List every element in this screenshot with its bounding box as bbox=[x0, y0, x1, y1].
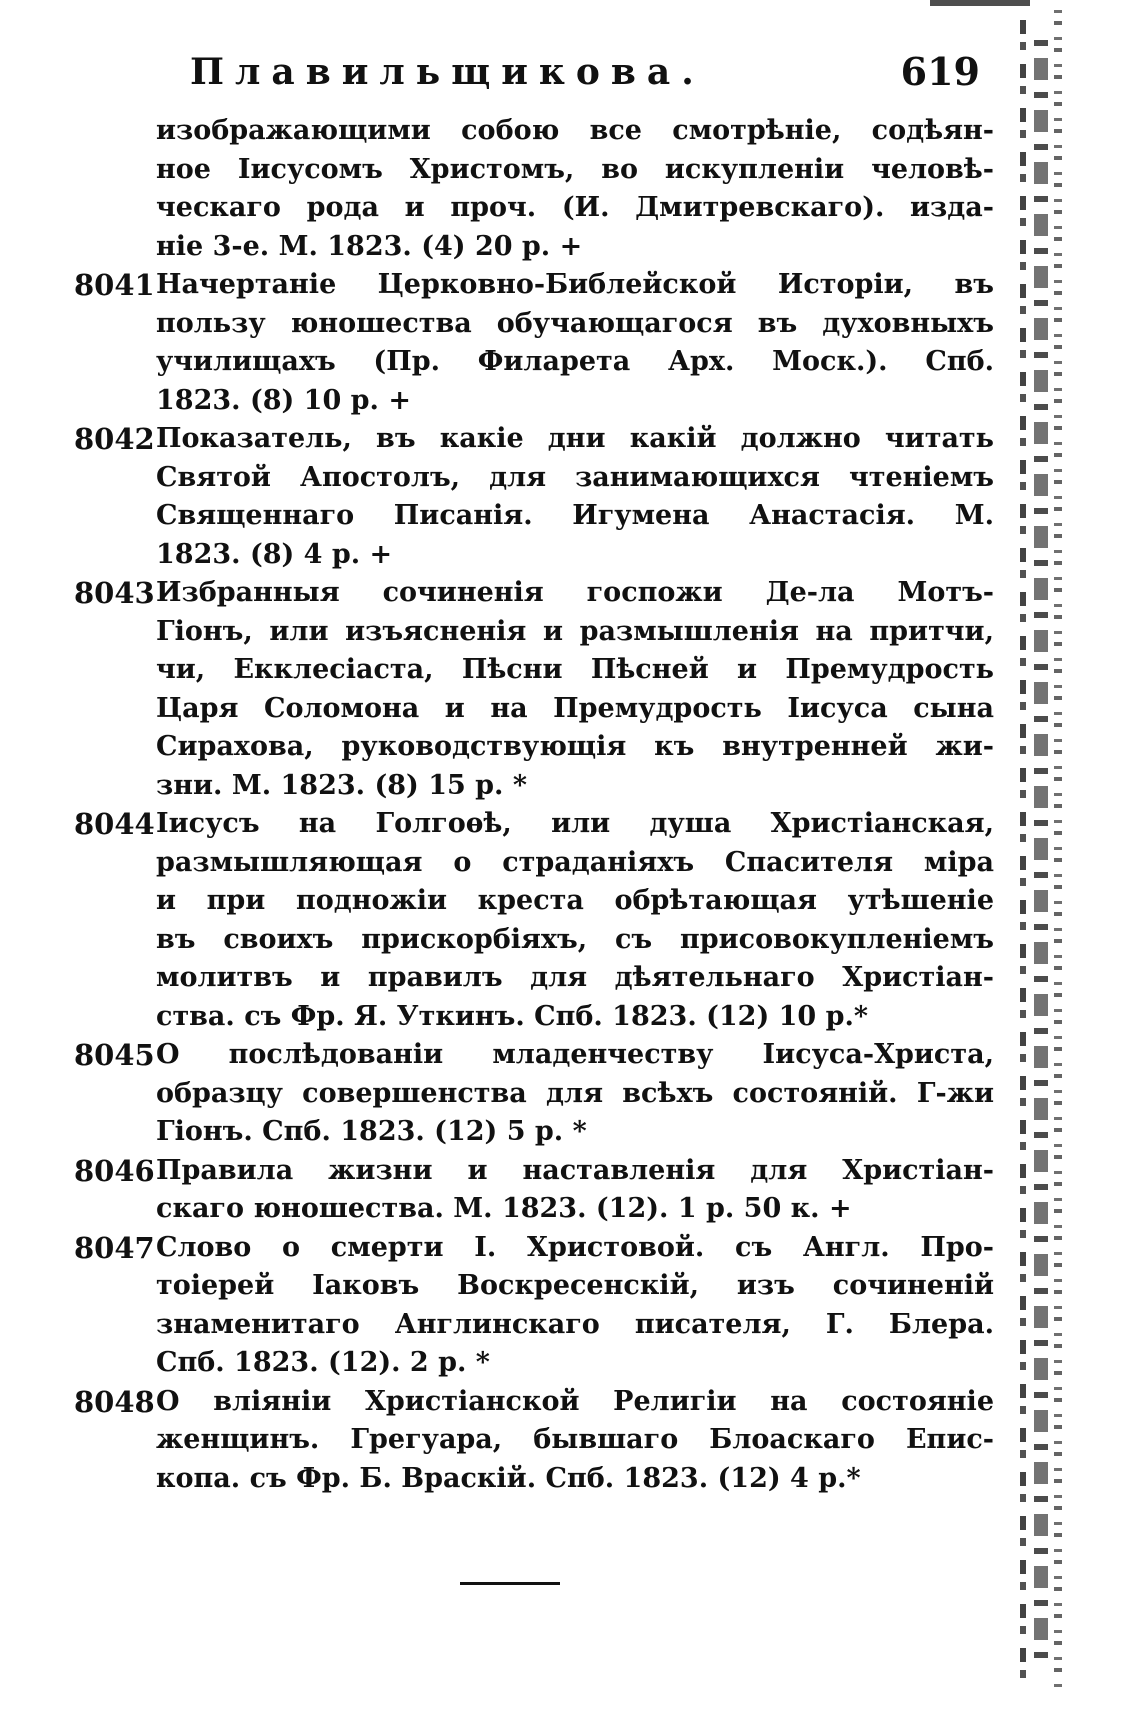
catalog-entry bbox=[74, 574, 994, 805]
page-edge-shadow bbox=[1034, 40, 1048, 1660]
entry-line: Показатель, въ какіе дни какій должно читать bbox=[156, 423, 994, 454]
entry-line: копа. съ Фр. Б. Враскій. Спб. 1823. (12) 4 р.* bbox=[156, 1462, 861, 1494]
end-rule bbox=[460, 1582, 560, 1585]
entry-line: скаго юношества. М. 1823. (12). 1 р. 50 к. + bbox=[156, 1193, 852, 1224]
entry-line: Гіонъ. Спб. 1823. (12) 5 р. * bbox=[156, 1116, 587, 1147]
entry-line: пользу юношества обучающагося въ духовныхъ bbox=[156, 307, 994, 339]
page-edge-shadow-top bbox=[930, 0, 1030, 6]
entry-line: О вліяніи Христіанской Религіи на состояніе bbox=[156, 1385, 994, 1417]
entry-line: тоіерей Іаковъ Воскресенскій, изъ сочиненій bbox=[156, 1270, 994, 1301]
entry-line: 1823. (8) 4 р. + bbox=[156, 538, 393, 570]
entry-number: 8041 bbox=[74, 268, 155, 302]
entry-line: Святой Апостолъ, для занимающихся чтеніемъ bbox=[156, 461, 994, 493]
entry-line: изображающими собою все смотрѣніе, содѣян- bbox=[156, 115, 994, 146]
entry-line: Гіонъ, или изъясненія и размышленія на притчи, bbox=[156, 615, 994, 647]
entry-number: 8044 bbox=[74, 807, 155, 841]
running-header bbox=[190, 42, 980, 102]
entry-number: 8047 bbox=[74, 1230, 155, 1265]
entry-line: О послѣдованіи младенчеству Іисуса-Христа, bbox=[156, 1039, 994, 1070]
entry-line: Священнаго Писанія. Игумена Анастасія. М. bbox=[156, 500, 994, 531]
entry-number: 8048 bbox=[74, 1384, 155, 1419]
entry-line: училищахъ (Пр. Филарета Арх. Моск.). Спб. bbox=[156, 346, 994, 377]
entry-line: зни. М. 1823. (8) 15 р. * bbox=[156, 769, 527, 801]
entry-line: и при подножіи креста обрѣтающая утѣшеніе bbox=[156, 885, 994, 916]
entry-number: 8045 bbox=[74, 1038, 155, 1072]
entry-number: 8046 bbox=[74, 1153, 155, 1188]
catalog-entry bbox=[74, 1383, 994, 1499]
entry-line: Царя Соломона и на Премудрость Іисуса сына bbox=[156, 692, 994, 724]
catalog-entry bbox=[74, 420, 994, 574]
page-edge-shadow bbox=[1054, 10, 1062, 1690]
entry-line: ческаго рода и проч. (И. Дмитревскаго). изда- bbox=[156, 192, 994, 223]
entry-line: Избранныя сочиненія госпожи Де-ла Мотъ- bbox=[156, 577, 994, 608]
entry-line: знаменитаго Англинскаго писателя, Г. Блера. bbox=[156, 1308, 994, 1340]
entry-number: 8042 bbox=[74, 422, 155, 456]
catalog-entry bbox=[74, 112, 994, 266]
entry-line: 1823. (8) 10 р. + bbox=[156, 384, 411, 416]
catalog-entries bbox=[74, 112, 994, 1498]
entry-line: ное Іисусомъ Христомъ, во искупленіи человѣ- bbox=[156, 153, 994, 185]
page-number: 619 bbox=[900, 49, 980, 94]
entry-line: Начертаніе Церковно-Библейской Исторіи, въ bbox=[156, 269, 994, 300]
entry-number: 8043 bbox=[74, 576, 155, 610]
catalog-entry bbox=[74, 1036, 994, 1152]
entry-line: Спб. 1823. (12). 2 р. * bbox=[156, 1347, 490, 1378]
catalog-entry bbox=[74, 1229, 994, 1383]
entry-line: чи, Екклесіаста, Пѣсни Пѣсней и Премудрость bbox=[156, 654, 994, 685]
entry-line: Правила жизни и наставленія для Христіан- bbox=[156, 1154, 994, 1186]
entry-line: Слово о смерти І. Христовой. съ Англ. Про- bbox=[156, 1231, 994, 1263]
entry-line: женщинъ. Грегуара, бывшаго Блоаскаго Епис- bbox=[156, 1424, 994, 1455]
page-edge-shadow bbox=[1020, 20, 1026, 1680]
entry-line: Сирахова, руководствующія къ внутренней жи- bbox=[156, 731, 994, 762]
catalog-entry bbox=[74, 805, 994, 1036]
entry-line: образцу совершенства для всѣхъ состояній. Г-жи bbox=[156, 1077, 994, 1109]
entry-line: Іисусъ на Голгоѳѣ, или душа Христіанская, bbox=[156, 808, 994, 839]
entry-line: ніе 3-е. М. 1823. (4) 20 р. + bbox=[156, 230, 583, 262]
entry-line: ства. съ Фр. Я. Уткинъ. Спб. 1823. (12) 10 р.* bbox=[156, 1000, 869, 1032]
catalog-entry bbox=[74, 1152, 994, 1229]
catalog-entry bbox=[74, 266, 994, 420]
entry-line: въ своихъ прискорбіяхъ, съ присовокупленіемъ bbox=[156, 923, 994, 955]
entry-line: молитвъ и правилъ для дѣятельнаго Христіан- bbox=[156, 962, 994, 993]
running-title: Плавильщикова. bbox=[190, 51, 705, 93]
entry-line: размышляющая о страданіяхъ Спасителя міра bbox=[156, 846, 994, 878]
